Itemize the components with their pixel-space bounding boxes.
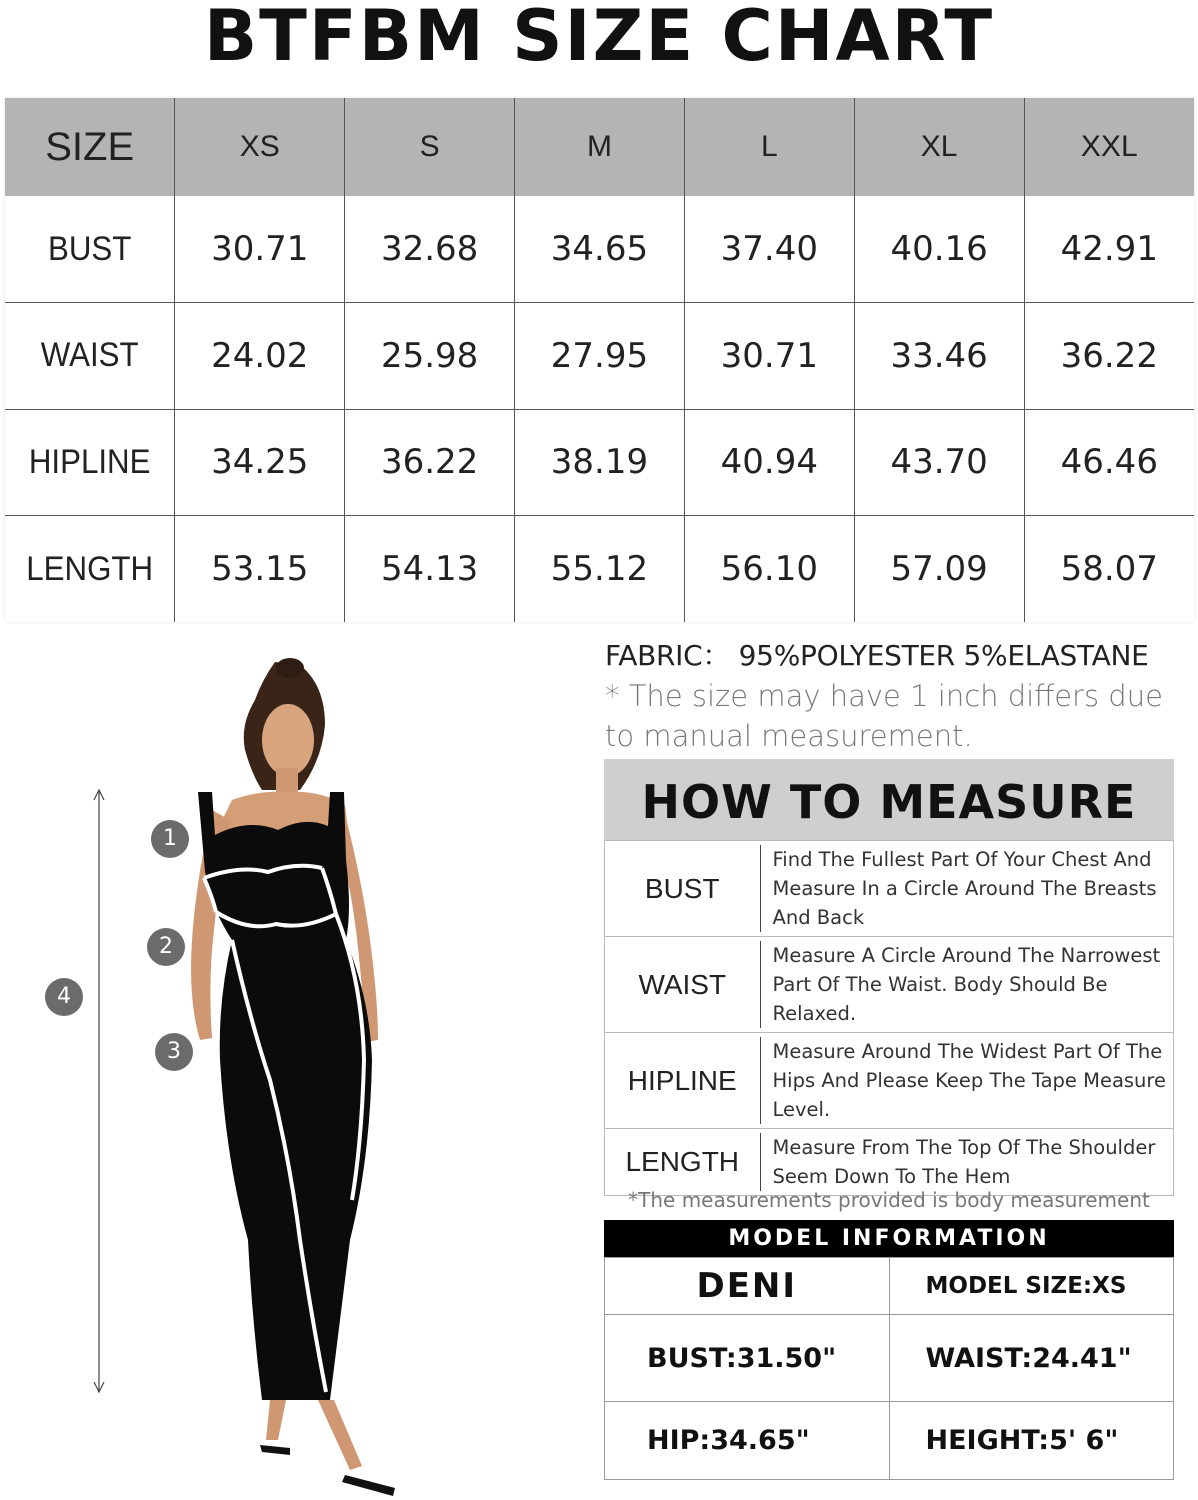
size-header-xl: XL: [854, 98, 1024, 196]
measure-row-hipline: [605, 1033, 1174, 1129]
measure-description: Measure A Circle Around The Narrowest Part Of The Waist. Body Should Be Relaxed.: [760, 941, 1170, 1028]
size-chart-table: [5, 98, 1194, 622]
table-cell: 34.65: [515, 196, 685, 303]
model-figure: [0, 640, 600, 1500]
model-waist: WAIST:24.41": [889, 1315, 1174, 1402]
how-to-measure-title: HOW TO MEASURE: [604, 759, 1174, 840]
size-header-s: S: [345, 98, 515, 196]
table-cell: 30.71: [175, 196, 345, 303]
table-row-hipline: [5, 409, 1194, 516]
table-cell: 25.98: [345, 303, 515, 410]
table-cell: 53.15: [175, 516, 345, 623]
model-height: HEIGHT:5' 6": [889, 1402, 1174, 1480]
model-row-hip-height: [605, 1402, 1174, 1480]
marker-1-icon: 1: [151, 820, 189, 858]
marker-4-icon: 4: [45, 978, 83, 1016]
measure-row-bust: [605, 841, 1174, 937]
measurement-note: *The measurements provided is body measurement: [628, 1188, 1150, 1212]
row-label: WAIST: [5, 303, 175, 410]
table-cell: 56.10: [684, 516, 854, 623]
model-size: MODEL SIZE:XS: [889, 1258, 1174, 1315]
model-name: DENI: [605, 1258, 890, 1315]
how-to-measure-table: [604, 840, 1174, 1196]
table-cell: 54.13: [345, 516, 515, 623]
table-cell: 46.46: [1024, 409, 1194, 516]
table-row-waist: [5, 303, 1194, 410]
fabric-info: [605, 634, 1185, 756]
model-hip: HIP:34.65": [605, 1402, 890, 1480]
measure-desc-cell: [760, 937, 1174, 1033]
fabric-composition: FABRIC： 95%POLYESTER 5%ELASTANE: [605, 639, 1149, 672]
table-cell: 42.91: [1024, 196, 1194, 303]
measure-label: LENGTH: [605, 1129, 760, 1196]
measure-label: BUST: [605, 841, 760, 937]
measure-desc-cell: [760, 841, 1174, 937]
marker-3-icon: 3: [155, 1033, 193, 1071]
model-row-bust-waist: [605, 1315, 1174, 1402]
row-label: HIPLINE: [5, 409, 175, 516]
table-cell: 30.71: [684, 303, 854, 410]
table-cell: 24.02: [175, 303, 345, 410]
measure-desc-cell: [760, 1129, 1174, 1196]
table-cell: 58.07: [1024, 516, 1194, 623]
table-cell: 37.40: [684, 196, 854, 303]
table-cell: 34.25: [175, 409, 345, 516]
measure-label: HIPLINE: [605, 1033, 760, 1129]
measure-row-waist: [605, 937, 1174, 1033]
size-header-l: L: [684, 98, 854, 196]
model-bust: BUST:31.50": [605, 1315, 890, 1402]
measure-description: Find The Fullest Part Of Your Chest And Measure In a Circle Around The Breasts And Back: [760, 845, 1170, 932]
measure-row-length: [605, 1129, 1174, 1196]
model-row-name: [605, 1258, 1174, 1315]
size-header-row: [5, 98, 1194, 196]
table-cell: 40.16: [854, 196, 1024, 303]
measure-description: Measure From The Top Of The Shoulder Seem Down To The Hem: [760, 1133, 1170, 1191]
size-header-xxl: XXL: [1024, 98, 1194, 196]
model-info-table: [604, 1257, 1174, 1480]
table-cell: 32.68: [345, 196, 515, 303]
measure-desc-cell: [760, 1033, 1174, 1129]
table-cell: 36.22: [1024, 303, 1194, 410]
table-cell: 40.94: [684, 409, 854, 516]
size-disclaimer: * The size may have 1 inch differs due to manual measurement.: [605, 679, 1163, 753]
table-row-bust: [5, 196, 1194, 303]
table-cell: 55.12: [515, 516, 685, 623]
size-header-label: SIZE: [5, 98, 175, 196]
page-title: BTFBM SIZE CHART: [203, 0, 995, 77]
table-cell: 38.19: [515, 409, 685, 516]
size-header-m: M: [515, 98, 685, 196]
size-header-xs: XS: [175, 98, 345, 196]
model-info-title: MODEL INFORMATION: [604, 1220, 1174, 1257]
table-cell: 43.70: [854, 409, 1024, 516]
table-cell: 36.22: [345, 409, 515, 516]
measure-label: WAIST: [605, 937, 760, 1033]
table-cell: 57.09: [854, 516, 1024, 623]
table-row-length: [5, 516, 1194, 623]
model-dress-illustration: [0, 640, 600, 1500]
row-label: BUST: [47, 229, 132, 268]
marker-2-icon: 2: [147, 928, 185, 966]
table-cell: 33.46: [854, 303, 1024, 410]
table-cell: 27.95: [515, 303, 685, 410]
row-label: LENGTH: [5, 516, 175, 623]
measure-description: Measure Around The Widest Part Of The Hips And Please Keep The Tape Measure Level.: [760, 1037, 1170, 1124]
